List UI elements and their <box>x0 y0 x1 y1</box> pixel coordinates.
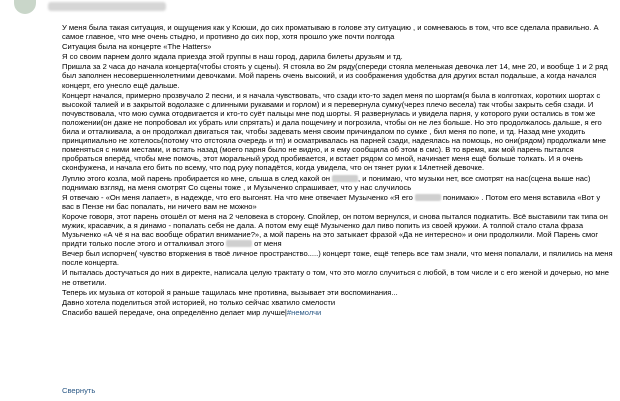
post-text: Я отвечаю - «Он меня лапает», в надежде, что его выгонят. На что мне отвечает Музыченко «Я его <box>62 192 415 202</box>
post-paragraph <box>62 23 614 41</box>
post-text: от меня <box>252 239 282 249</box>
collapse-link[interactable]: Свернуть <box>62 386 96 395</box>
post-text: Давно хотела поделиться этой историей, но только сейчас хватило смелости <box>62 297 336 307</box>
author-avatar[interactable] <box>14 0 36 14</box>
post-text: Спасибо вашей передаче, она определённо делает мир лучше| <box>62 307 287 317</box>
post-text: Пришла за 2 часа до начала концерта(чтобы стоять у сцены). Я стояла во 2м ряду(спереди стояла меленькая девочка лет 14, мне 20, и вообще 1 и 2 ряд был заполнен несовершеннолетними девочками. Мой парень очень высокий, и из соображения удобства для других встал подальше, а когда начался концерт, его унесло ещё дальше. <box>62 62 608 90</box>
post-text: Луплю этого козла, мой парень пробирается ко мне, слыша в след какой он <box>62 173 333 183</box>
post-paragraph <box>62 62 614 89</box>
post-header <box>0 0 620 22</box>
hashtag-link[interactable]: #немолчи <box>286 307 322 317</box>
post-text: Я со своим парнем долго ждала приезда этой группы в наш город, дарила билеты друзьям и тд. <box>62 52 403 62</box>
post-paragraph <box>62 298 614 307</box>
redacted-word <box>226 240 252 247</box>
post-text: , и понимаю, что музыки нет, все смотрят на нас(сцена выше нас) поднимаю взгляд, на меня смотрят Со сцены тоже , и Музыченко спрашивает, что у нас случилось <box>62 173 591 192</box>
author-name-redacted <box>48 2 166 11</box>
post-body <box>62 23 614 318</box>
post-paragraph <box>62 174 614 192</box>
post-paragraph <box>62 249 614 267</box>
post-text: Вечер был испорчен( чувство вторжения в твоё личное пространство.....) концерт тоже, ещё теперь все там знали, что меня попалали, и пялились на меня после концерта. <box>62 249 613 268</box>
redacted-word <box>415 194 441 201</box>
post-paragraph <box>62 91 614 173</box>
post-paragraph <box>62 42 614 51</box>
post-text: Короче говоря, этот парень отошёл от меня на 2 человека в сторону. Спойлер, он потом вернулся, и снова пытался подкатить. Всё выставили так типа он мужик, красавчик, а я динамо - попалать себя не дала. А потом ему ещё Музыченко дал пиво попить из своей кружки. А толпой стало стала фраза Музыченко «А чё я на вас вообще обратил внимание?», а мой парень на это затыкает фразой «Да не интересно» и они продолжили. Мой Парень смог придти только после этого и отталкивал этого <box>62 211 608 249</box>
post-paragraph <box>62 268 614 286</box>
post-text: И пыталась достучаться до них в директе, написала целую трактату о том, что это могло случиться с любой, в том числе и с его женой и дочерью, но мне не ответили. <box>62 268 609 287</box>
post-text: У меня была такая ситуация, и ощущения как у Ксюши, до сих проматываю в голове эту ситуацию , и сомневаюсь в том, что все сделала правильно. А самое главное, что мне очень стыдно, и противно до сих пор, хотя прошло уже почти полгода <box>62 23 599 42</box>
post-paragraph <box>62 212 614 248</box>
post-paragraph <box>62 308 614 317</box>
post-paragraph <box>62 52 614 61</box>
post-text: Теперь их музыка от которой я раньше тащилась мне противна, вызывает эти воспоминания... <box>62 287 398 297</box>
post-paragraph <box>62 193 614 211</box>
post-text: Концерт начался, примерно прозвучало 2 песни, и я начала чувствовать, что сзади кто-то задел меня по шортам(я была в колготках, коротких шортах с высокой талией и в закрытой водолазке с длинными рукавами и горлом) и я перевернула сумку(через плечо весела) так чтобы закрыть себя сзади. И почувствовала, что мою сумка отодвигается и кто-то суёт пальцы мне под шорты. Я развернулась и увидела парня, у которого руки остались в том же положении(он даже не попробовал их убрать или спрятать) и дала пощечину и погрозила, чтобы он не лез больше. Но это продолжалось дальше, я его била и отталкивала, а он продолжал двигаться так, чтобы задевать меня своим причиндалом по сумке , бил меня по попе, и тд. Назад мне уходить принципиально не хотелось(потому что отстояла очередь и тп) и осматривалась на парней сзади, надеялась на помощь, но они(рядом) продолжали мне поменяться с ними местами, и встать назад (моего парня было не видно, и я ему сообщила об этом в смс). В то время, как мой парень пытался пробраться вперёд, чтобы мне помочь, этот моральный урод пробивается, и встает рядом со мной, начинает меня ещё больше толкать. И я очень сконфужена, и начала его бить по всему, что под руку попадётся, когда увидела, что он тянет руки к 14летней девочке. <box>62 90 607 173</box>
post-text: понимаю» . Потом его меня вставила «Вот у вас в Пензе ни бас попалать, ни ничего вам не можно» <box>62 192 601 211</box>
post-text: Ситуация была на концерте «The Hatters» <box>62 42 212 52</box>
redacted-word <box>332 175 358 182</box>
post-paragraph <box>62 288 614 297</box>
